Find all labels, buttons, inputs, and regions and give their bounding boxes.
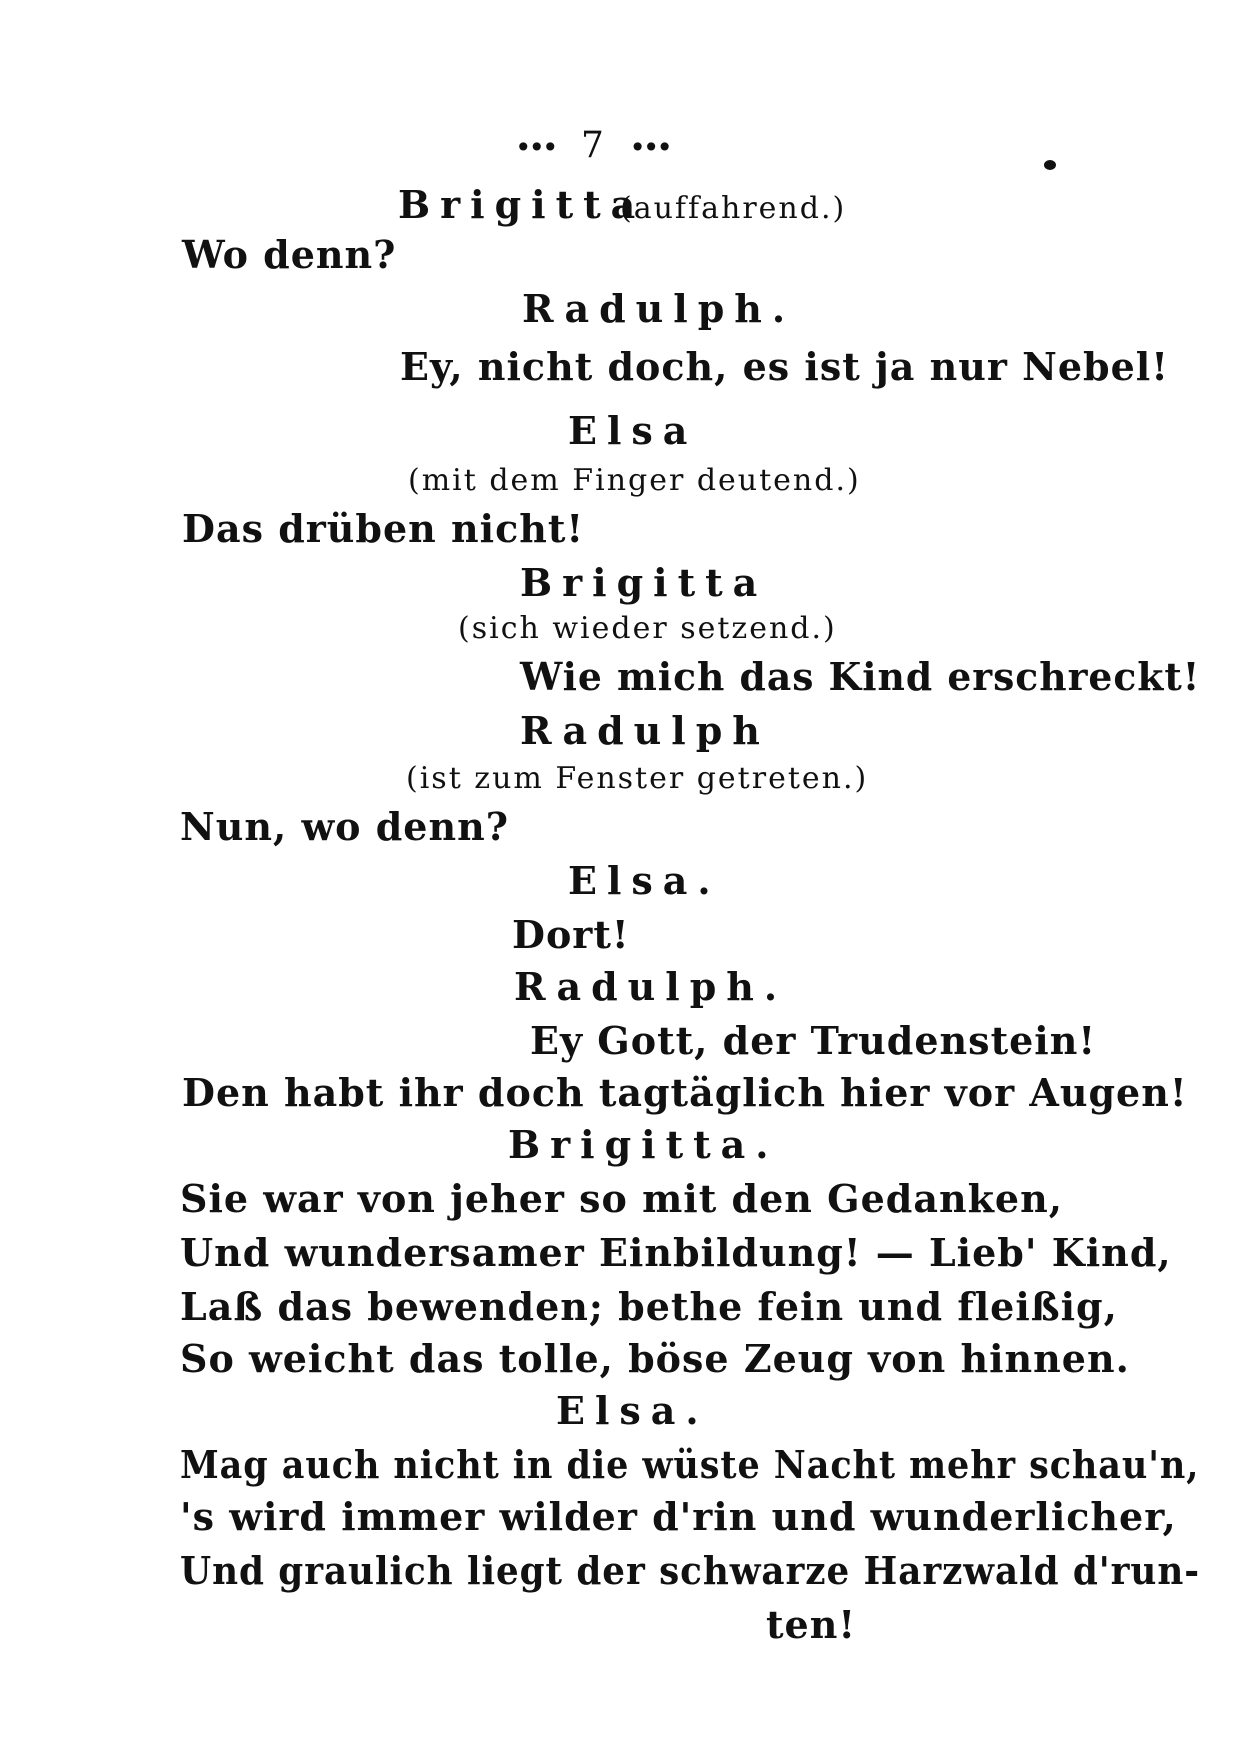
stage-direction: (sich wieder setzend.) bbox=[458, 611, 837, 646]
speaker-name: Radulph. bbox=[522, 286, 796, 331]
dialogue-line: Und graulich liegt der schwarze Harzwald d'run- bbox=[180, 1548, 1201, 1593]
dialogue-line: Nun, wo denn? bbox=[180, 804, 510, 849]
dialogue-line: Den habt ihr doch tagtäglich hier vor Augen! bbox=[182, 1070, 1188, 1115]
dialogue-line: So weicht das tolle, böse Zeug von hinnen. bbox=[180, 1336, 1130, 1381]
speaker-name: Brigitta bbox=[398, 182, 646, 227]
speaker-name: Radulph. bbox=[514, 964, 788, 1009]
stage-direction: (mit dem Finger deutend.) bbox=[408, 463, 861, 498]
stage-direction: (ist zum Fenster getreten.) bbox=[406, 761, 869, 796]
scan-speck bbox=[1044, 160, 1056, 170]
speaker-name: Brigitta. bbox=[508, 1122, 779, 1167]
speaker-name: Elsa. bbox=[568, 858, 721, 903]
dialogue-line: Und wundersamer Einbildung! — Lieb' Kind, bbox=[180, 1230, 1172, 1275]
dialogue-line: Ey Gott, der Trudenstein! bbox=[530, 1018, 1097, 1063]
dialogue-line: Laß das bewenden; bethe fein und fleißig, bbox=[180, 1284, 1118, 1329]
dialogue-line: ten! bbox=[766, 1602, 857, 1647]
speaker-name: Brigitta bbox=[520, 560, 768, 605]
speaker-name: Radulph bbox=[520, 708, 770, 753]
speaker-name: Elsa. bbox=[556, 1388, 709, 1433]
dialogue-line: Mag auch nicht in die wüste Nacht mehr schau'n, bbox=[180, 1442, 1200, 1487]
ornament-right: ••• bbox=[629, 131, 670, 164]
ornament-left: ••• bbox=[515, 131, 556, 164]
dialogue-line: Sie war von jeher so mit den Gedanken, bbox=[180, 1176, 1063, 1221]
dialogue-line: Dort! bbox=[512, 912, 630, 957]
speaker-name: Elsa bbox=[568, 408, 698, 453]
dialogue-line: Wie mich das Kind erschreckt! bbox=[520, 654, 1201, 699]
dialogue-line: Ey, nicht doch, es ist ja nur Nebel! bbox=[400, 344, 1169, 389]
stage-direction: (auffahrend.) bbox=[620, 191, 847, 226]
dialogue-line: 's wird immer wilder d'rin und wunderlicher, bbox=[180, 1494, 1177, 1539]
page-header bbox=[515, 125, 670, 166]
dialogue-line: Das drüben nicht! bbox=[182, 506, 585, 551]
dialogue-line: Wo denn? bbox=[182, 232, 397, 277]
page-number: 7 bbox=[581, 125, 604, 166]
